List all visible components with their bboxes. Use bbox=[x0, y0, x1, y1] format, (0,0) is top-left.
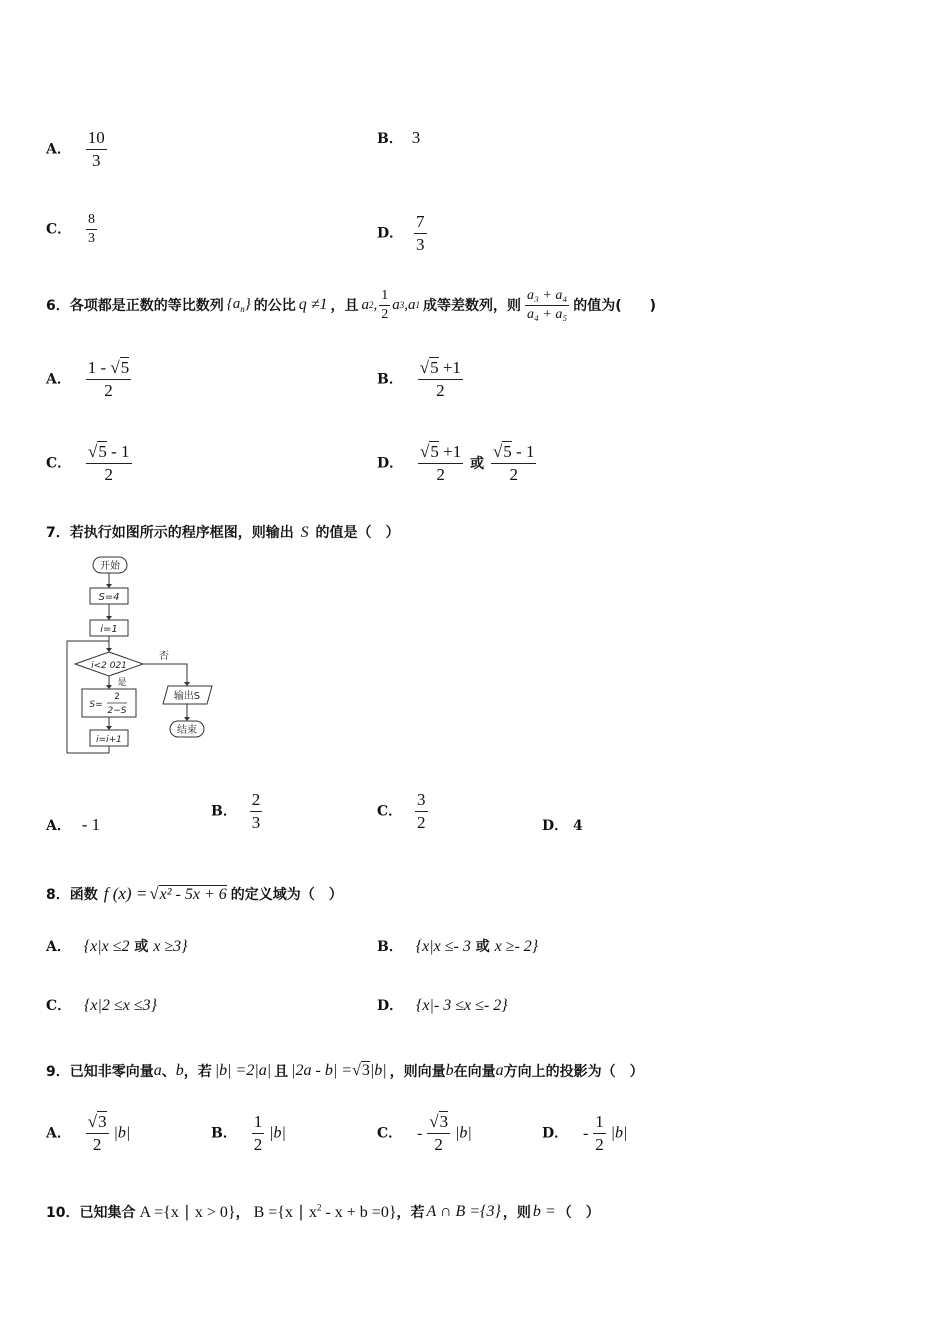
init-i-label: i=1 bbox=[100, 624, 118, 635]
abs-b: |b| bbox=[113, 1124, 131, 1142]
function-name: f (x) = bbox=[103, 884, 148, 903]
numerator: √5 - 1 bbox=[491, 442, 537, 464]
option-label: D． bbox=[542, 1125, 569, 1142]
term-a: a bbox=[392, 296, 400, 313]
intersection-condition: A ∩ B ={3} bbox=[426, 1203, 501, 1220]
seq-subscript: n bbox=[240, 304, 245, 314]
end-label: 结束 bbox=[177, 725, 197, 736]
denominator: 2 bbox=[436, 381, 445, 400]
denominator: 2 bbox=[253, 1135, 263, 1154]
stem-text: 若执行如图所示的程序框图，则输出 bbox=[69, 525, 294, 541]
denominator: 2 bbox=[436, 465, 445, 484]
question-number: 7． bbox=[46, 525, 70, 541]
radical: √x² - 5x + 6 bbox=[149, 884, 227, 903]
q7-option-d[interactable] bbox=[542, 815, 583, 835]
fraction bbox=[491, 442, 537, 485]
option-label: B． bbox=[211, 1125, 237, 1142]
numerator: 1 bbox=[379, 288, 390, 306]
sequence-symbol bbox=[227, 296, 251, 314]
denominator: 2 bbox=[417, 813, 426, 832]
q5-option-a[interactable] bbox=[46, 128, 107, 171]
stem-text: 已知非零向量 bbox=[69, 1064, 154, 1080]
option-label: D． bbox=[542, 818, 569, 834]
question-10-stem bbox=[46, 1198, 600, 1226]
abs-b: |b| bbox=[269, 1124, 286, 1142]
radicand: 3 bbox=[361, 1062, 370, 1079]
fraction bbox=[427, 1112, 450, 1155]
numerator: a₃ + a₄ bbox=[525, 288, 569, 306]
update-denominator: 2−S bbox=[107, 706, 127, 716]
radicand: 5 bbox=[120, 358, 130, 377]
stem-text: 的值为( ) bbox=[573, 298, 657, 314]
denominator: a₄ + a₅ bbox=[527, 306, 568, 322]
question-8-stem bbox=[46, 876, 343, 912]
numerator: 1 - √5 bbox=[86, 358, 132, 380]
denominator: 2 bbox=[595, 1135, 604, 1154]
denominator: 2 bbox=[92, 1135, 102, 1154]
half-fraction bbox=[379, 288, 390, 323]
term-subscript: 2 bbox=[369, 300, 374, 310]
option-label: B． bbox=[377, 939, 403, 955]
option-label: A． bbox=[46, 818, 71, 834]
sign: - bbox=[417, 1124, 423, 1142]
term-subscript: 3 bbox=[399, 300, 405, 310]
numerator: √3 bbox=[86, 1112, 109, 1134]
fraction bbox=[415, 790, 428, 833]
or-word: 或 bbox=[134, 939, 149, 955]
q8-option-b[interactable] bbox=[377, 936, 538, 956]
fraction bbox=[86, 212, 97, 247]
stem-text: 的定义域为（ ） bbox=[230, 887, 343, 903]
option-label: D． bbox=[377, 225, 404, 242]
no-label: 否 bbox=[159, 651, 169, 662]
yes-label: 是 bbox=[117, 678, 127, 688]
term-a: a bbox=[361, 296, 370, 313]
option-label: A． bbox=[46, 1125, 71, 1142]
denominator: 2 bbox=[381, 306, 389, 322]
variable-s: S bbox=[300, 524, 309, 541]
fraction bbox=[252, 1112, 265, 1155]
vector-b: b bbox=[445, 1062, 454, 1079]
output-label: 输出S bbox=[173, 691, 201, 702]
q8-option-d[interactable] bbox=[377, 995, 508, 1015]
set-b-part: - x + b =0} bbox=[321, 1204, 397, 1221]
q6-option-b[interactable] bbox=[377, 358, 463, 401]
set-expression: {x|- 3 ≤x ≤- 2} bbox=[416, 997, 508, 1014]
vector-a: a bbox=[495, 1062, 504, 1079]
num-suffix: +1 bbox=[438, 358, 461, 377]
stem-text: ，且 bbox=[330, 298, 359, 314]
set-part: {x|x ≤- 3 bbox=[415, 938, 471, 955]
stem-text: 方向上的投影为（ ） bbox=[503, 1064, 644, 1080]
num-suffix: +1 bbox=[438, 442, 462, 461]
option-label: B． bbox=[377, 371, 403, 388]
start-label: 开始 bbox=[100, 561, 120, 572]
condition-2-lhs: |2a - b| = bbox=[291, 1062, 353, 1079]
denominator: 2 bbox=[104, 465, 114, 484]
flowchart bbox=[60, 553, 230, 758]
set-b-part: B ={x ∣ x bbox=[253, 1204, 317, 1221]
set-a: A ={x ∣ x > 0} bbox=[139, 1204, 236, 1221]
q9-option-c[interactable] bbox=[377, 1112, 472, 1155]
denominator: 3 bbox=[88, 231, 96, 246]
question-number: 8． bbox=[46, 887, 70, 903]
question-number: 9． bbox=[46, 1064, 70, 1080]
radicand: x² - 5x + 6 bbox=[159, 886, 227, 903]
num-suffix: - 1 bbox=[106, 442, 130, 461]
radicand: 3 bbox=[98, 1112, 107, 1131]
or-word: 或 bbox=[475, 939, 490, 955]
option-label: A． bbox=[46, 371, 71, 388]
numerator: 8 bbox=[86, 212, 97, 230]
separator: 、 bbox=[161, 1064, 176, 1080]
option-label: B． bbox=[377, 131, 403, 147]
numerator: 10 bbox=[86, 128, 107, 150]
q7-option-a[interactable] bbox=[46, 815, 100, 835]
radical: √3 bbox=[352, 1062, 370, 1079]
numerator: √5 +1 bbox=[418, 358, 463, 380]
numerator: 2 bbox=[250, 790, 263, 812]
set-b bbox=[254, 1202, 397, 1222]
terms-list: a 2 , $\frac{1}{2}$ a 3 , a 1 bbox=[361, 287, 421, 322]
fraction bbox=[418, 442, 463, 485]
update-numerator: 2 bbox=[114, 692, 120, 702]
option-label: A． bbox=[46, 141, 71, 158]
stem-text: 的值是（ ） bbox=[315, 525, 400, 541]
option-value: 3 bbox=[411, 128, 421, 147]
option-label: C． bbox=[46, 221, 72, 238]
question-9-stem bbox=[46, 1058, 644, 1084]
stem-text: 的公比 bbox=[253, 298, 296, 314]
vector-b: b bbox=[175, 1062, 184, 1079]
num-suffix: - 1 bbox=[511, 442, 535, 461]
option-value: - 1 bbox=[81, 815, 101, 834]
set-part: x ≥- 2} bbox=[494, 938, 539, 955]
numerator: 1 bbox=[593, 1112, 606, 1134]
fraction bbox=[418, 358, 463, 401]
option-label: C． bbox=[46, 998, 72, 1014]
option-label: B． bbox=[211, 803, 237, 820]
q7-option-b[interactable] bbox=[211, 790, 262, 833]
radicand: 5 bbox=[430, 442, 439, 461]
stem-text: 且 bbox=[274, 1064, 289, 1080]
stem-text: 在向量 bbox=[453, 1064, 496, 1080]
sign: - bbox=[583, 1124, 589, 1142]
exponent: 2 bbox=[316, 1202, 322, 1213]
denominator: 3 bbox=[416, 235, 425, 254]
denominator: 3 bbox=[92, 151, 101, 170]
condition-1: |b| =2|a| bbox=[214, 1062, 272, 1079]
or-word: 或 bbox=[470, 455, 485, 472]
set-part: {x|x ≤2 bbox=[83, 938, 130, 955]
q5-option-c[interactable] bbox=[46, 212, 97, 247]
option-label: C． bbox=[377, 803, 403, 820]
option-value: 4 bbox=[573, 818, 583, 834]
option-label: C． bbox=[46, 455, 72, 472]
q7-option-c[interactable] bbox=[377, 790, 428, 833]
denominator: 2 bbox=[509, 465, 518, 484]
abs-b: |b| bbox=[610, 1124, 628, 1142]
increment-label: i=i+1 bbox=[96, 735, 122, 745]
question-number: 6． bbox=[46, 298, 70, 314]
q6-option-c[interactable] bbox=[46, 442, 132, 485]
denominator: 2 bbox=[104, 381, 113, 400]
q6-option-d[interactable] bbox=[377, 442, 536, 485]
condition-label: i<2 021 bbox=[91, 661, 127, 671]
q5-option-b[interactable] bbox=[377, 128, 420, 148]
stem-text: ，则 bbox=[502, 1205, 531, 1221]
set-expression: {x|2 ≤x ≤3} bbox=[84, 997, 157, 1014]
stem-text: ，若 bbox=[183, 1064, 212, 1080]
q8-option-c[interactable] bbox=[46, 995, 157, 1015]
stem-text: 函数 bbox=[69, 887, 98, 903]
variable-b: b = bbox=[532, 1203, 556, 1220]
option-label: D． bbox=[377, 998, 404, 1014]
q8-option-a[interactable] bbox=[46, 936, 188, 956]
seq-close: } bbox=[244, 296, 251, 312]
radicand: 3 bbox=[439, 1112, 449, 1131]
numerator: √5 +1 bbox=[418, 442, 463, 464]
fraction bbox=[86, 442, 132, 485]
seq-open: {a bbox=[226, 296, 241, 312]
question-6-stem bbox=[46, 275, 656, 335]
stem-text: 已知集合 bbox=[79, 1205, 136, 1221]
set-part: x ≥3} bbox=[153, 938, 188, 955]
question-number: 10． bbox=[46, 1205, 80, 1221]
stem-text: ，若 bbox=[396, 1205, 425, 1221]
update-lhs: S= bbox=[89, 700, 103, 710]
num-prefix: 1 - bbox=[87, 358, 111, 377]
fraction bbox=[86, 128, 107, 171]
numerator: 3 bbox=[415, 790, 428, 812]
stem-text: 成等差数列，则 bbox=[423, 298, 522, 314]
init-s-label: S=4 bbox=[98, 592, 120, 603]
numerator: √5 - 1 bbox=[86, 442, 132, 464]
fraction bbox=[86, 1112, 109, 1155]
term-a: a bbox=[408, 296, 416, 313]
fraction bbox=[414, 212, 427, 255]
option-label: D． bbox=[377, 455, 404, 472]
stem-text: ，则向量 bbox=[389, 1064, 446, 1080]
abs-b: |b| bbox=[454, 1124, 472, 1142]
denominator: 2 bbox=[434, 1135, 443, 1154]
q9-option-d[interactable] bbox=[542, 1112, 627, 1155]
fraction bbox=[86, 358, 132, 401]
radicand: 5 bbox=[503, 442, 512, 461]
option-label: C． bbox=[377, 1125, 403, 1142]
q9-option-b[interactable] bbox=[211, 1112, 286, 1155]
term-subscript: 1 bbox=[415, 300, 421, 310]
fraction bbox=[593, 1112, 606, 1155]
numerator: 7 bbox=[414, 212, 427, 234]
stem-text: （ ） bbox=[557, 1205, 600, 1221]
fraction bbox=[250, 790, 263, 833]
ratio-condition: q ≠1 bbox=[298, 296, 328, 313]
denominator: 3 bbox=[251, 813, 261, 832]
vector-a: a bbox=[153, 1062, 162, 1079]
separator: ， bbox=[235, 1205, 250, 1221]
numerator: 1 bbox=[252, 1112, 265, 1134]
q9-option-a[interactable] bbox=[46, 1112, 130, 1155]
radicand: 5 bbox=[98, 442, 107, 461]
question-7-stem bbox=[46, 522, 400, 542]
option-label: A． bbox=[46, 939, 71, 955]
ratio-fraction bbox=[525, 288, 569, 323]
condition-2-rhs: |b| bbox=[369, 1062, 387, 1079]
q6-option-a[interactable] bbox=[46, 358, 131, 401]
numerator: √3 bbox=[427, 1112, 450, 1134]
stem-text: 各项都是正数的等比数列 bbox=[69, 298, 224, 314]
radicand: 5 bbox=[430, 358, 439, 377]
q5-option-d[interactable] bbox=[377, 212, 427, 255]
